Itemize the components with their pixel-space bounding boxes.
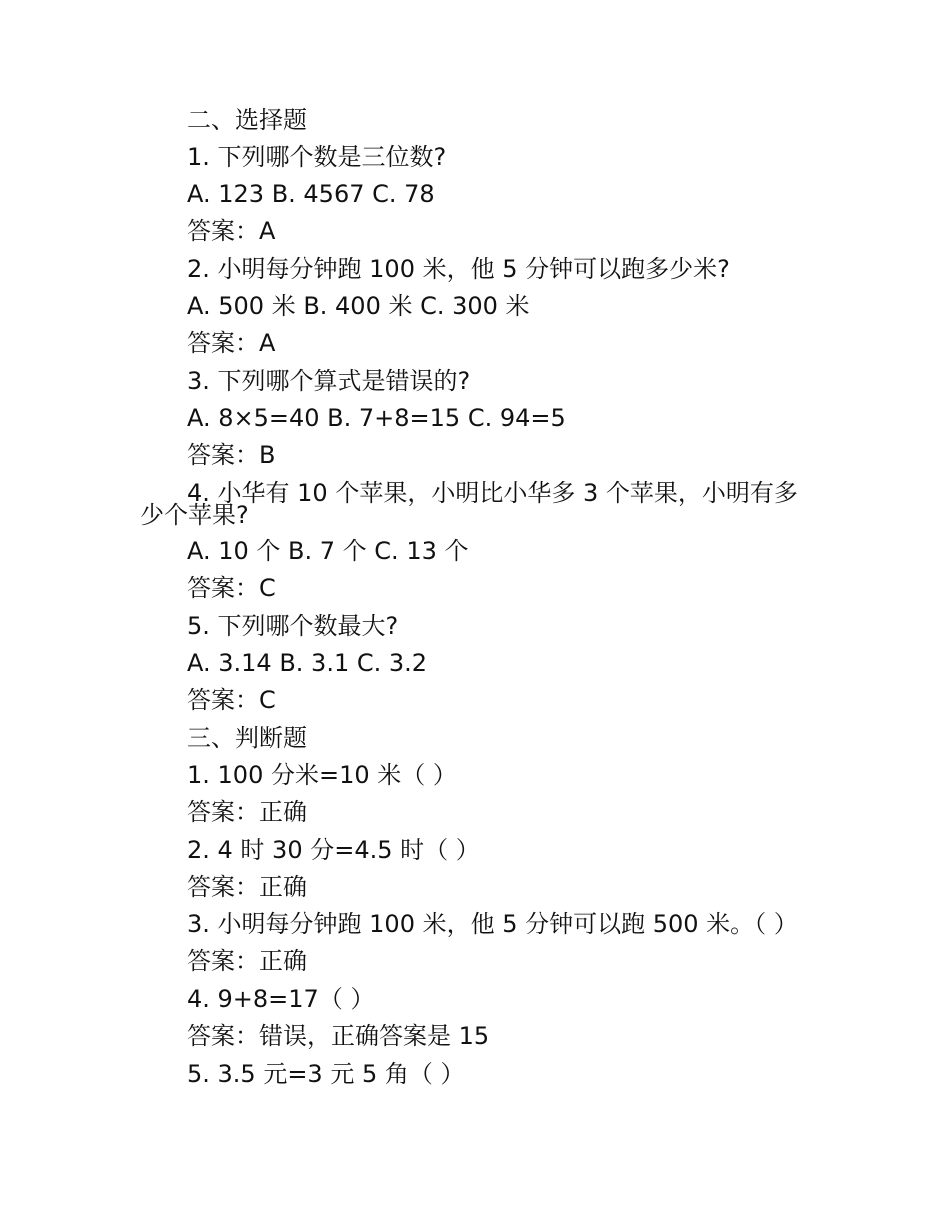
options-3: A. 8×5=40 B. 7+8=15 C. 94=5 [187,404,566,432]
judgement-answer-4: 答案：错误，正确答案是 15 [187,1022,490,1050]
options-5: A. 3.14 B. 3.1 C. 3.2 [187,649,428,677]
judgement-question-5: 5. 3.5 元=3 元 5 角（ ） [187,1060,465,1088]
judgement-question-1: 1. 100 分米=10 米（ ） [187,761,457,789]
answer-5: 答案：C [187,686,276,714]
answer-4: 答案：C [187,574,276,602]
question-3: 3. 下列哪个算式是错误的? [187,367,471,395]
options-4: A. 10 个 B. 7 个 C. 13 个 [187,537,469,565]
section-heading-judgement: 三、判断题 [187,724,307,752]
judgement-answer-1: 答案：正确 [187,798,307,826]
judgement-question-2: 2. 4 时 30 分=4.5 时（ ） [187,836,480,864]
options-2: A. 500 米 B. 400 米 C. 300 米 [187,292,530,320]
section-heading-choice: 二、选择题 [187,106,307,134]
answer-2: 答案：A [187,329,276,357]
question-4-line1: 4. 小华有 10 个苹果，小明比小华多 3 个苹果，小明有多 [187,479,798,507]
options-1: A. 123 B. 4567 C. 78 [187,180,435,208]
question-1: 1. 下列哪个数是三位数? [187,143,447,171]
question-5: 5. 下列哪个数最大? [187,612,399,640]
judgement-question-3: 3. 小明每分钟跑 100 米，他 5 分钟可以跑 500 米。（ ） [187,910,798,938]
question-4-line2: 少个苹果? [140,501,249,529]
answer-1: 答案：A [187,217,276,245]
question-2: 2. 小明每分钟跑 100 米，他 5 分钟可以跑多少米? [187,255,730,283]
judgement-answer-3: 答案：正确 [187,947,307,975]
judgement-answer-2: 答案：正确 [187,873,307,901]
judgement-question-4: 4. 9+8=17（ ） [187,985,375,1013]
answer-3: 答案：B [187,441,276,469]
